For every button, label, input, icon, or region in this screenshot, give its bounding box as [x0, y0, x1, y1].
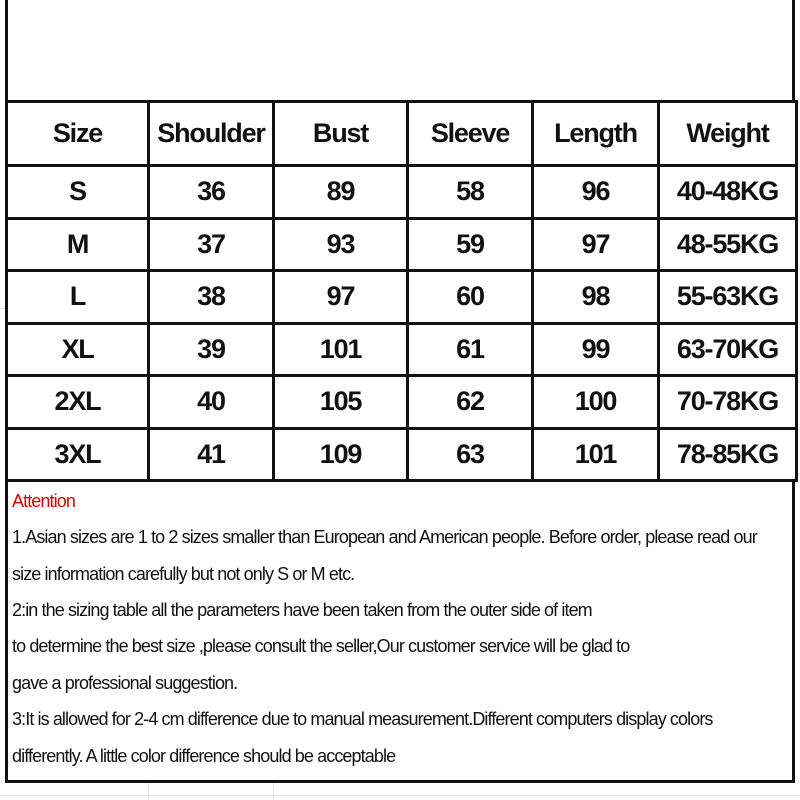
cell-sleeve: 61: [408, 323, 533, 376]
cell-shoulder: 39: [149, 323, 274, 376]
note-line: size information carefully but not only S or M etc.: [12, 564, 355, 584]
table-row: [7, 428, 797, 481]
cell-length: 101: [533, 428, 659, 481]
note-line: 3:It is allowed for 2-4 cm difference due to manual measurement.Different computers display colors: [12, 709, 713, 729]
table-row: [7, 218, 797, 271]
cell-bust: 105: [274, 376, 408, 429]
cell-size: S: [7, 166, 149, 219]
cell-shoulder: 36: [149, 166, 274, 219]
cell-sleeve: 62: [408, 376, 533, 429]
header-weight: Weight: [659, 102, 797, 166]
attention-notes: [5, 482, 795, 783]
cell-sleeve: 59: [408, 218, 533, 271]
cell-bust: 109: [274, 428, 408, 481]
note-line: to determine the best size ,please consult the seller,Our customer service will be glad to: [12, 636, 630, 656]
table-row: [7, 271, 797, 324]
table-row: [7, 166, 797, 219]
cell-shoulder: 38: [149, 271, 274, 324]
cell-bust: 93: [274, 218, 408, 271]
cell-bust: 97: [274, 271, 408, 324]
cell-bust: 89: [274, 166, 408, 219]
cell-length: 97: [533, 218, 659, 271]
note-line: 2:in the sizing table all the parameters have been taken from the outer side of item: [12, 600, 592, 620]
table-header-row: [7, 102, 797, 166]
attention-title: Attention: [12, 491, 75, 511]
cell-weight: 63-70KG: [659, 323, 797, 376]
cell-bust: 101: [274, 323, 408, 376]
cell-shoulder: 41: [149, 428, 274, 481]
cell-shoulder: 37: [149, 218, 274, 271]
cell-weight: 48-55KG: [659, 218, 797, 271]
sheet-gridline: [0, 795, 800, 796]
table-row: [7, 376, 797, 429]
header-size: Size: [7, 102, 149, 166]
cell-sleeve: 63: [408, 428, 533, 481]
table-row: [7, 323, 797, 376]
cell-length: 98: [533, 271, 659, 324]
cell-size: 3XL: [7, 428, 149, 481]
note-line: differently. A little color difference should be acceptable: [12, 746, 396, 766]
sheet-gridline: [273, 783, 274, 800]
cell-weight: 78-85KG: [659, 428, 797, 481]
cell-weight: 70-78KG: [659, 376, 797, 429]
cell-length: 96: [533, 166, 659, 219]
cell-size: M: [7, 218, 149, 271]
header-length: Length: [533, 102, 659, 166]
cell-size: L: [7, 271, 149, 324]
note-line: 1.Asian sizes are 1 to 2 sizes smaller than European and American people. Before order, please read our: [12, 527, 757, 547]
note-line: gave a professional suggestion.: [12, 673, 238, 693]
cell-length: 99: [533, 323, 659, 376]
cell-sleeve: 60: [408, 271, 533, 324]
cell-weight: 55-63KG: [659, 271, 797, 324]
cell-length: 100: [533, 376, 659, 429]
header-shoulder: Shoulder: [149, 102, 274, 166]
sheet-gridline: [148, 783, 149, 800]
cell-sleeve: 58: [408, 166, 533, 219]
cell-shoulder: 40: [149, 376, 274, 429]
header-sleeve: Sleeve: [408, 102, 533, 166]
size-chart-table: [5, 100, 798, 482]
header-bust: Bust: [274, 102, 408, 166]
cell-size: XL: [7, 323, 149, 376]
cell-weight: 40-48KG: [659, 166, 797, 219]
cell-size: 2XL: [7, 376, 149, 429]
blank-header-cell: [5, 0, 795, 100]
